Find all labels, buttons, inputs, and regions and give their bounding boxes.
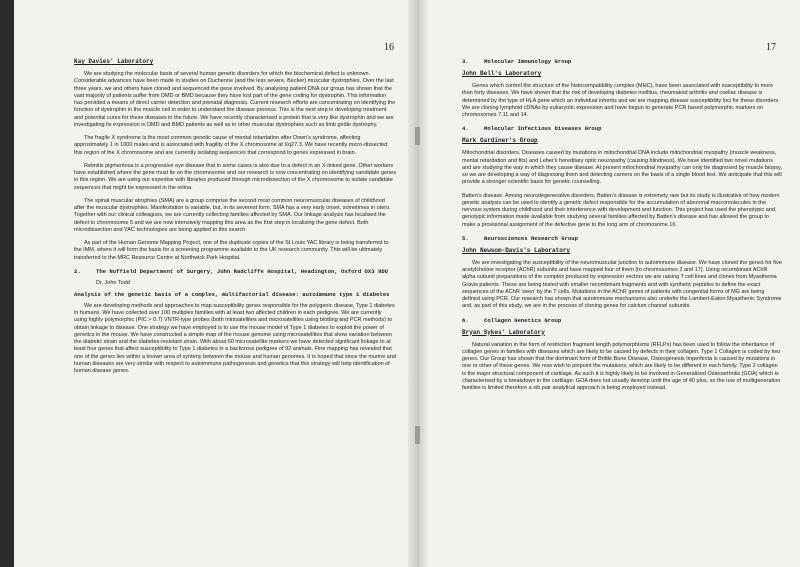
staple xyxy=(415,127,420,145)
paragraph-mhc: Genes which control the structure of the histocompatibility complex (MHC), have been associated with susceptibility to more than forty diseases. We have shown that the risk of developing diabetes mellitus, rheumatoid arthritis and coeliac disease is determined by the type of HLA gene which an individual inherits and we are mapping disease susceptibility loci for these disorders. We are cloning lymphoid cDNAs by eukaryotic expression and have begun to generate PCR based polymorphic markers on chromosomes 7,11 and 14. xyxy=(462,83,780,118)
paragraph-mitochondrial: Mitochondrial disorders. Diseases caused by mutations in mitochondrial DNA include mitochondrial myopathy (muscle weakness, mental retardation and fits) and Leber's hereditary optic neuropathy (causing blindness). We have identified two novel mutations and are studying the way in which they cause disease. At present mitochondrial myopathy can only be diagnosed by muscle biopsy, so we are developing a way of diagnosing them and detecting carriers on the basis of a single blood test. We anticipate that this will provide a stronger scientific basis for genetic counselling. xyxy=(462,150,782,186)
person-name: Dr. John Todd xyxy=(96,279,130,286)
paragraph-diabetes: We are developing methods and approaches to map susceptibility genes responsible for the polygenic disease, Type 1 diabetes in humans. We have collected over 100 multiplex families with at least two affected children in each pedigree. We are currently using highly polymorphic (PIC > 0.7) VNTR-type probes (both minisatellites and microsatellites using blotting and PCR methods) to obtain linkage to disease. One strategy we have employed is to use the mouse model of Type 1 diabetes to exploit the power of genetics in the mouse. We have constructed a simple map of the mouse genome using microsatellites that show variation between the diabetic strain and the diabetes-resistant strain. With about 60 microsatellite markers we have detected significant linkage to at least four genes that affect susceptibility to Type 1 diabetes in a backcross pedigree of 92 animals. Fine mapping has revealed that one of the genes lies within a known area of synteny between the mouse and human genomes. It is hoped that since the murine and human diseases are very similar with respect to autoimmune pathogenesis and genetics that this strategy will help identification of human disease genes. xyxy=(74,302,396,374)
section-title: Neurosciences Research Group xyxy=(484,234,578,242)
section-number: 4. xyxy=(462,125,469,133)
section-6-heading xyxy=(462,317,782,324)
paragraph-fragile-x: The fragile X syndrome is the most common genetic cause of mental retardation after Down's syndrome, affecting approximately 1 in 1000 males and is associated with fragility of the X chromosome at Xq27.3. We have recently micro-dissected this region of the X chromosome and are currently isolating sequences that correspond to genes expressed in brain. xyxy=(74,135,388,156)
paragraph-yac: As part of the Human Genome Mapping Project, one of the duplicate copies of the St Louis YAC library is being transferred to the IMM, where it will form the basis for a screening programme available to the UK research community. This will be ultimately transferred to the MRC Resource Centre at Northwick Park Hospital. xyxy=(74,240,389,261)
section-number: 5. xyxy=(462,234,469,242)
booklet-spread xyxy=(14,0,800,567)
section-title: Collagen Genetics Group xyxy=(484,316,562,324)
research-heading: Analysis of the genetic basis of a complex, multifactorial disease: autoimmune type 1 diabetes xyxy=(74,290,390,298)
heading-sykes-lab: Bryan Sykes' Laboratory xyxy=(462,328,545,336)
page-number-right: 17 xyxy=(766,42,776,53)
heading-bell-lab: John Bell's Laboratory xyxy=(462,70,542,77)
paragraph-neuromuscular: We are investigating the susceptibility of the neuromuscular junction to autoimmune disease. We have cloned the genes for five acetylcholine receptor (AChR) subunits and have mapped four of them (to chromosomes 2 and 17). Using recombinant AChR alpha subunit preparations of the complex produced by expression vectors we are raising T cell lines and clones from Myasthenia Gravis patients. These are being tested with smaller recombinant fragments and with synthetic peptides to define the exact sequences of the AChR 'seen' by the T cells. Mutations in the AChR genes of patients with congenital forms of MG are being defined using PCR. Our research has shown that autoimmune mechanisms also underlie the Lambert-Eaton Myasthenic Syndrome and, as part of this study, we are in the process of cloning genes for calcium channel subunits. xyxy=(462,259,782,310)
page-number-left: 16 xyxy=(384,42,394,53)
left-page xyxy=(14,0,410,567)
section-2-heading xyxy=(74,268,396,275)
section-title: Molecular Immunology Group xyxy=(484,58,572,65)
section-3-heading xyxy=(462,58,782,65)
paragraph-sma: The spinal muscular atrophies (SMA) are a group comprise the second most common neuromuscular diseases of childhood after the muscular dystrophies. Manifestation is variable, but, in its severest form, SMA has a very early onset, sometimes in utero. Together with our clinical colleagues, we are currently collecting families affected by SMA. Our linkage analysis has localised the defect to chromosome 5 and we are now intensively mapping this area as the first step in localising the gene defect. Both microdissection and YAC technologies are being applied to this search. xyxy=(74,197,391,233)
heading-gardiner-group: Mark Gardiner's Group xyxy=(462,137,538,145)
staple xyxy=(415,426,420,444)
paragraph-retinitis: Retinitis pigmentosa is a progressive eye disease that in some cases is also due to a defect in an X-linked gene. Other workers have established where the gene must lie on the chromosome and our research is now concentrating on identifying candidate genes in this region. We are using our expertise with libraries produced through microdissection of the X chromosome to isolate candidate sequences that might be expressed in the retina. xyxy=(74,162,396,191)
heading-davies-lab: Kay Davies' Laboratory xyxy=(74,58,154,65)
paragraph-batten: Batten's disease. Among neurodegenerative disorders, Batten's disease is extremely rare but its study is illustrative of how modern genetic analysis can be used to identify a genetic defect responsible for the accumulation of abnormal macromolecules in the nervous system during childhood and their interference with development and function. This project has used the phenotypic and genotypic information made available from studying several families affected by Batten's disease and has allowed the group to make a provisional assignment of the defective gene to the long arm of chromosome 16. xyxy=(462,192,780,228)
book-gutter xyxy=(408,0,428,567)
section-number: 3. xyxy=(462,58,469,65)
section-number: 2. xyxy=(74,267,81,275)
heading-newsom-davis-lab: John Newsom-Davis's Laboratory xyxy=(462,246,571,254)
section-4-heading xyxy=(462,125,782,132)
paragraph-muscular-dystrophy: We are studying the molecular basis of several human genetic disorders for which the biochemical defect is unknown. Considerable advances have been made in studies on Duchenne (and the less severe, Becker) muscular dystrophies. Over the last three years, we and others have cloned and sequenced the gene involved. By analysing patient DNA our group has shown that the vast majority of patients suffer from DMD or BMD because they have lost part of the gene coding for dystrophin. This information has provided a means of direct carrier detection and prenatal diagnosis. Current research efforts are concentrating on identifying the function of dystrophin in the muscle cell in order to understand the disease process. This is the next step in developing treatment and potential cures for these diseases in the future. We have recently characterised a protein that is very like dystrophin and we are investigating its expression in DMD and BMD patients as well as in other muscular dystrophies such as limb girdle dystrophy. xyxy=(74,71,396,128)
section-5-heading xyxy=(462,235,782,242)
section-number: 6. xyxy=(462,316,469,324)
section-title: The Nuffield Department of Surgery, John Radcliffe Hospital, Headington, Oxford OX3 9DU xyxy=(96,267,389,275)
right-page xyxy=(426,0,800,567)
section-title: Molecular Infectious Diseases Group xyxy=(484,125,602,133)
paragraph-collagen: Natural variation in the form of restriction fragment length polymorphisms (RFLPs) has been used to follow the inheritance of collagen genes in families with diseases which are likely to be caused by defects in their collagen. Type 1 Collagen is coded by two genes. Our Group has shown that the dominant form of Brittle Bone Disease, Osteogenesis Imperfecta is caused by mutations in one or other of these genes. We now wish to pinpoint the mutations, which are likely to be different in each family. Type 2 collagen is the major structural component of cartilage. As such it is highly likely to be involved in Generalised Osteoarthritis (GOA) which is characterised by a breakdown in the cartilage. GOA does not usually develop until the age of 40 plus, so the use of multigeneration families is limited therefore a sib pair analytical approach is being employed instead. xyxy=(462,341,781,391)
